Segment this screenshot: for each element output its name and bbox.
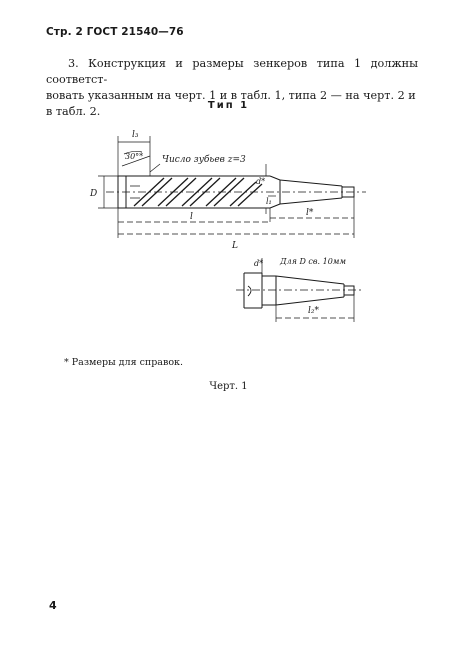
page-number: 4 xyxy=(49,599,57,612)
paragraph-line: вовать указанным на черт. 1 и в табл. 1, типа 2 — на черт. 2 и xyxy=(46,89,416,102)
footnote: * Размеры для справок. xyxy=(64,357,184,368)
label-l1: l₁ xyxy=(266,197,272,206)
label-teeth-count: Число зубьев z=3 xyxy=(162,155,246,165)
label-l-star: l* xyxy=(306,208,314,218)
label-l: l xyxy=(190,212,193,222)
figure-caption: Черт. 1 xyxy=(209,381,248,392)
type-title: Тип 1 xyxy=(207,100,250,111)
paragraph-line: 3. Конструкция и размеры зенкеров типа 1 должны соответст- xyxy=(46,57,418,86)
label-note-D-over-10: Для D св. 10мм xyxy=(280,257,347,266)
label-d: d* xyxy=(256,177,266,186)
label-L: L xyxy=(232,241,238,251)
page-header: Стр. 2 ГОСТ 21540—76 xyxy=(46,26,184,38)
label-D: D xyxy=(90,189,98,199)
label-l3: l₃ xyxy=(132,130,139,140)
label-d-detail: d* xyxy=(254,259,264,268)
paragraph-line: в табл. 2. xyxy=(46,105,101,118)
label-l2: l₂* xyxy=(308,306,319,316)
label-angle: 30°* xyxy=(125,152,144,161)
